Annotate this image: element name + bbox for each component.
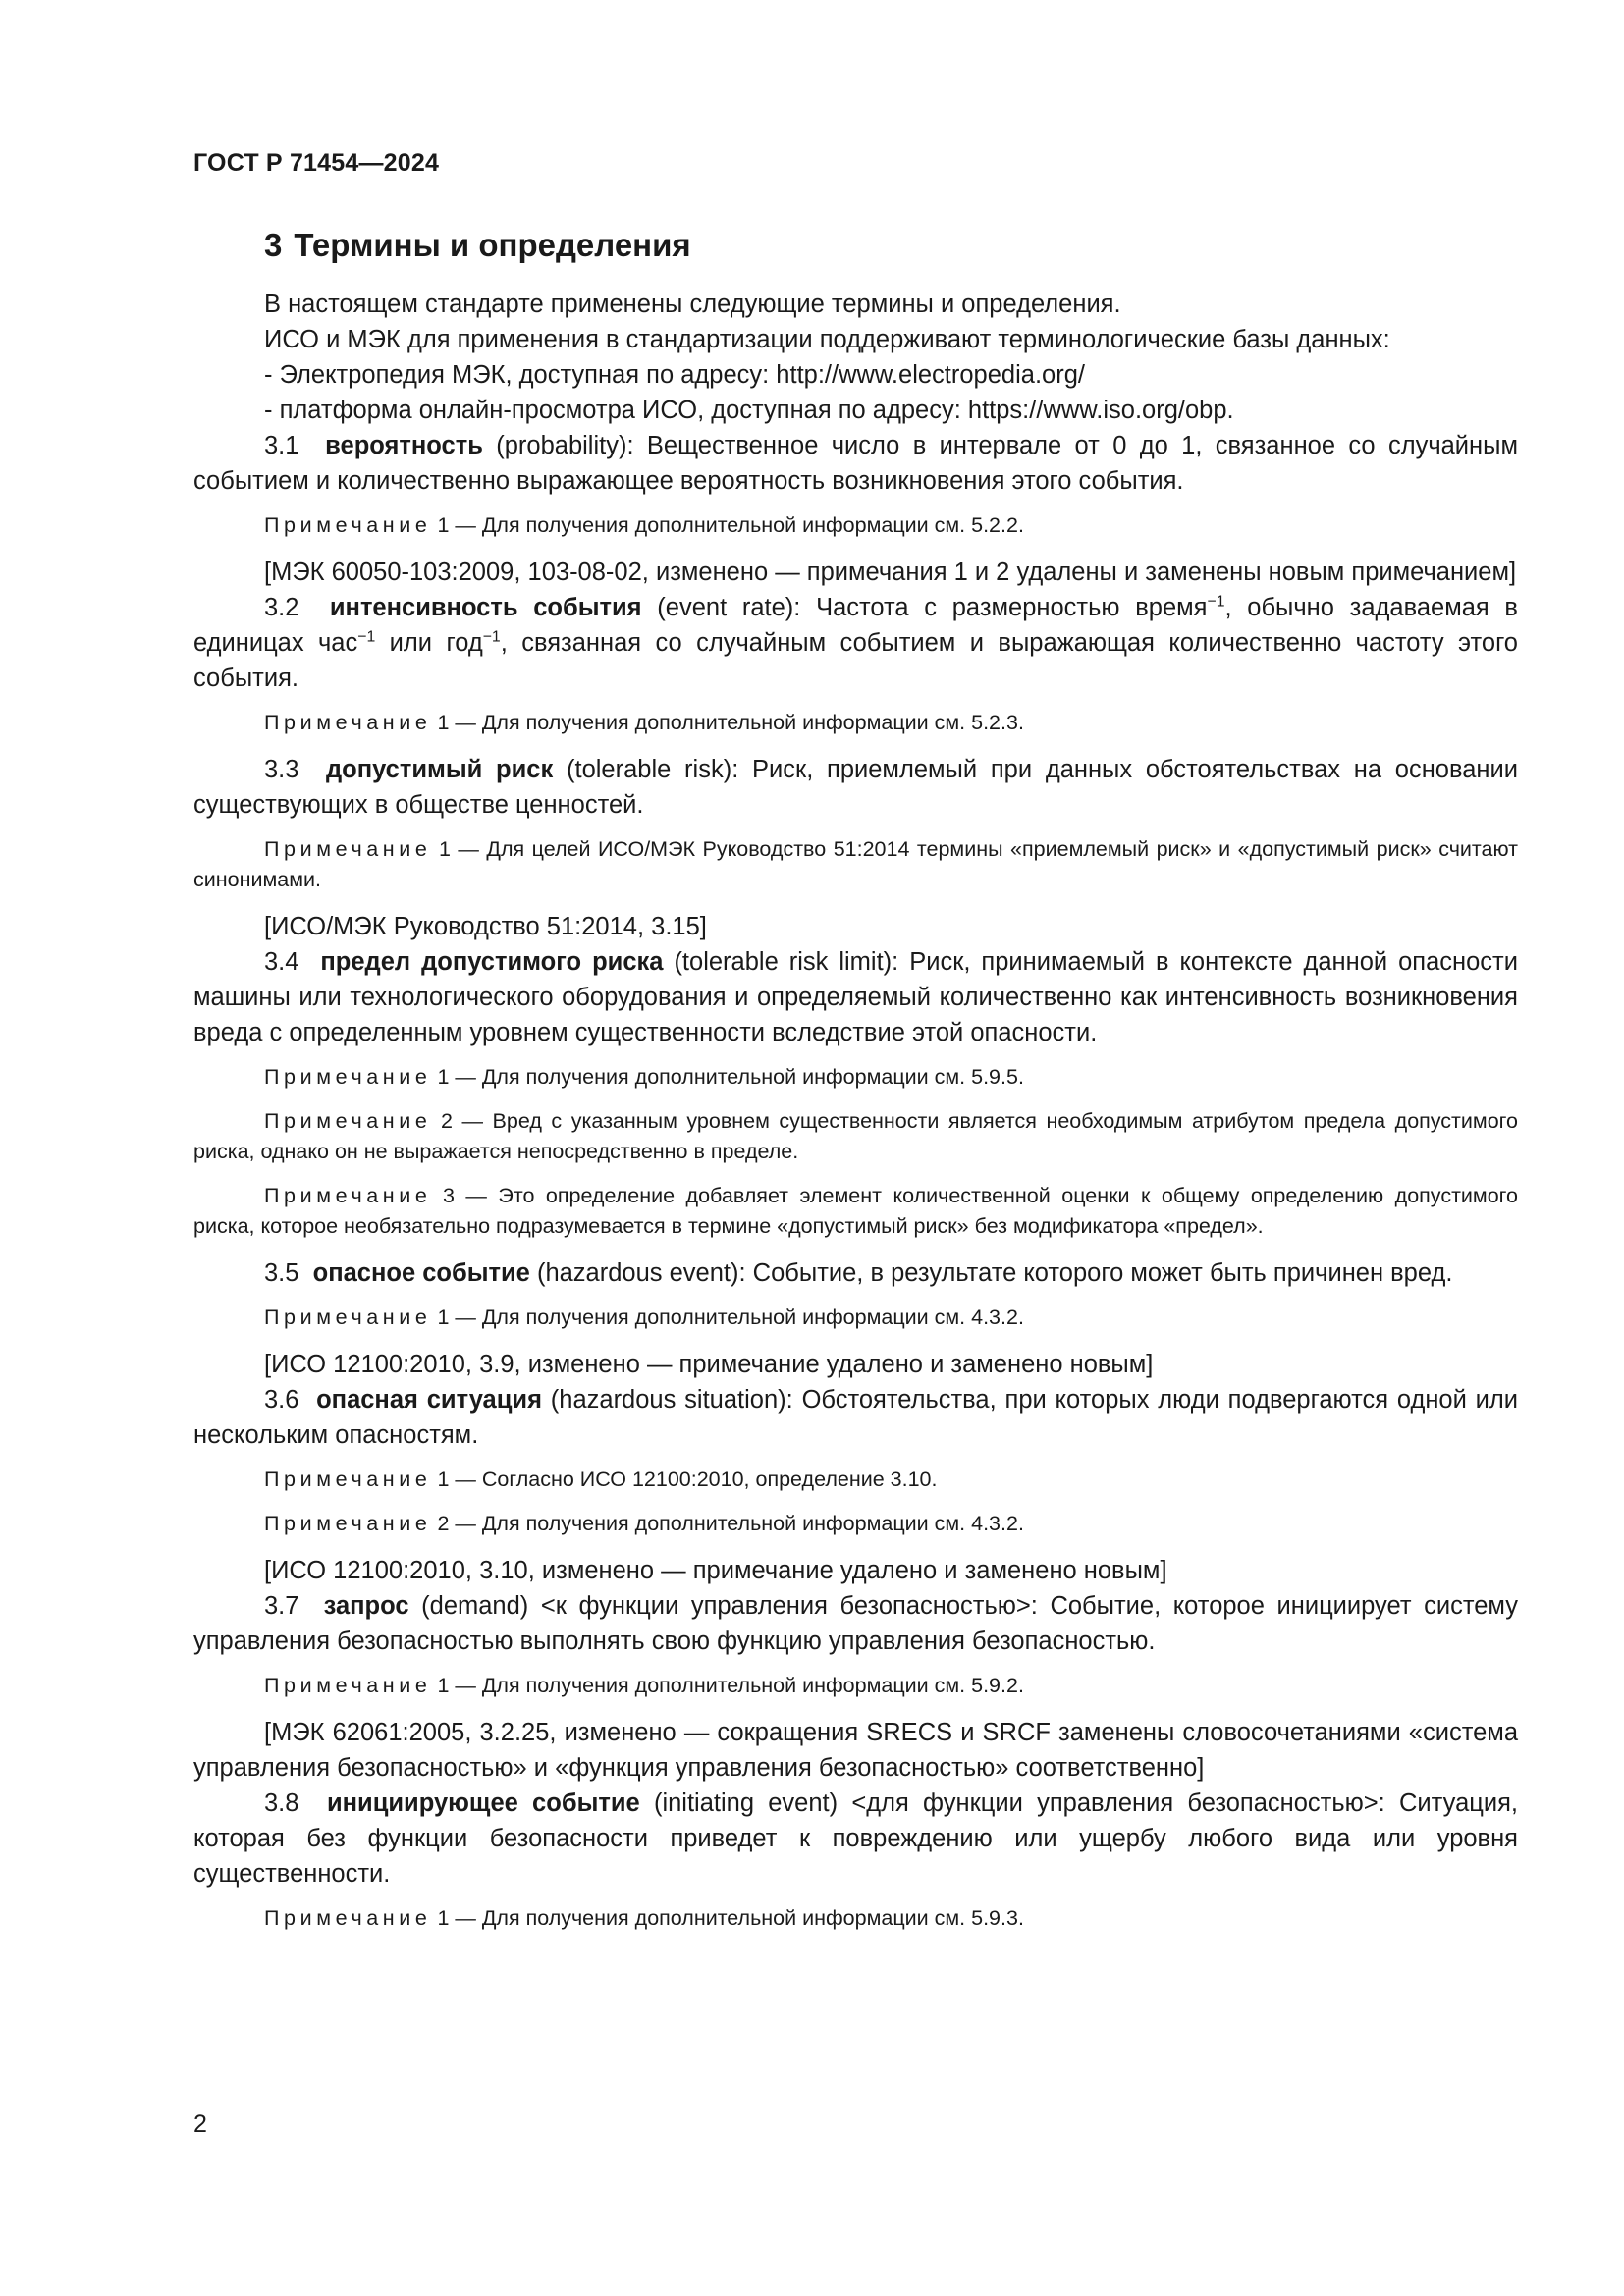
term-number: 3.1 — [264, 432, 299, 459]
exponent: −1 — [1207, 593, 1225, 611]
term-entry-3-6 — [193, 1382, 1518, 1453]
list-item: - платформа онлайн-просмотра ИСО, доступная по адресу: https://www.iso.org/obp. — [264, 397, 1234, 424]
note-text: 1 — Для получения дополнительной информации см. 4.3.2. — [437, 1306, 1024, 1329]
term-number: 3.2 — [264, 594, 299, 621]
list-item: - Электропедия МЭК, доступная по адресу: http://www.electropedia.org/ — [264, 361, 1085, 389]
term-entry-3-1 — [193, 428, 1518, 499]
note-label: Примечание — [264, 1674, 432, 1697]
term-name: запрос — [323, 1592, 409, 1620]
term-definition-part: или год — [375, 629, 483, 657]
source-reference: [МЭК 60050-103:2009, 103-08-02, изменено — примечания 1 и 2 удалены и заменены новым примечанием] — [264, 559, 1517, 586]
section-number: 3 — [264, 227, 283, 263]
term-english: (tolerable risk): — [567, 756, 739, 783]
term-english: (hazardous event): — [536, 1259, 746, 1287]
term-english: (tolerable risk limit): — [674, 948, 899, 976]
term-english: (demand) <к функции управления безопасностью>: — [421, 1592, 1038, 1620]
note-text: 1 — Для целей ИСО/МЭК Руководство 51:2014 термины «приемлемый риск» и «допустимый риск» считают синонимами. — [193, 837, 1518, 891]
note — [193, 510, 1518, 541]
term-number: 3.5 — [264, 1259, 299, 1287]
note — [193, 1465, 1518, 1495]
note-label: Примечание — [264, 1184, 432, 1207]
exponent: −1 — [357, 628, 376, 646]
note-text: 1 — Для получения дополнительной информации см. 5.9.2. — [437, 1674, 1024, 1697]
term-entry-3-4 — [193, 944, 1518, 1050]
note-text: 1 — Для получения дополнительной информации см. 5.2.2. — [437, 513, 1024, 537]
term-number: 3.6 — [264, 1386, 299, 1414]
note — [193, 834, 1518, 895]
term-number: 3.8 — [264, 1789, 299, 1817]
note — [193, 708, 1518, 738]
term-definition: Риск, приемлемый при данных обстоятельствах на основании существующих в обществе ценностей. — [193, 756, 1518, 819]
note — [193, 1106, 1518, 1167]
term-english: (probability): — [496, 432, 634, 459]
note-text: 2 — Для получения дополнительной информации см. 4.3.2. — [437, 1512, 1024, 1535]
term-entry-3-5 — [193, 1255, 1518, 1291]
note — [193, 1303, 1518, 1333]
term-definition-part: , связанная со случайным событием и выражающая количественно частоту этого события. — [193, 629, 1518, 692]
note — [193, 1509, 1518, 1539]
note — [193, 1671, 1518, 1701]
note-label: Примечание — [264, 513, 432, 537]
note — [193, 1181, 1518, 1242]
note-label: Примечание — [264, 1306, 432, 1329]
term-english: (hazardous situation): — [550, 1386, 793, 1414]
note-text: 1 — Для получения дополнительной информации см. 5.2.3. — [437, 711, 1024, 734]
term-entry-3-8 — [193, 1786, 1518, 1892]
note-label: Примечание — [264, 1468, 432, 1491]
term-name: допустимый риск — [325, 756, 554, 783]
note-label: Примечание — [264, 1512, 432, 1535]
note-text: 1 — Для получения дополнительной информации см. 5.9.3. — [437, 1906, 1024, 1930]
term-definition: Вещественное число в интервале от 0 до 1, связанное со случайным событием и количественно выражающее вероятность возникновения этого события. — [193, 432, 1518, 495]
term-name: вероятность — [325, 432, 483, 459]
source-reference: [ИСО 12100:2010, 3.10, изменено — примечание удалено и заменено новым] — [264, 1557, 1167, 1584]
term-definition: Обстоятельства, при которых люди подвергаются одной или нескольким опасностям. — [193, 1386, 1519, 1449]
term-name: инициирующее событие — [326, 1789, 640, 1817]
note — [193, 1062, 1518, 1093]
term-name: интенсивность события — [329, 594, 642, 621]
term-definition-part: Частота с размерностью время — [816, 594, 1208, 621]
term-name: опасная ситуация — [316, 1386, 542, 1414]
term-name: предел допустимого риска — [320, 948, 664, 976]
content-area — [193, 224, 1518, 1948]
section-title: Термины и определения — [294, 227, 691, 263]
intro-paragraph: ИСО и МЭК для применения в стандартизации поддерживают терминологические базы данных: — [264, 326, 1390, 353]
note — [193, 1903, 1518, 1934]
note-label: Примечание — [264, 711, 432, 734]
term-english: (initiating event) <для функции управления безопасностью>: — [653, 1789, 1385, 1817]
term-definition: Событие, в результате которого может быть причинен вред. — [752, 1259, 1453, 1287]
term-number: 3.3 — [264, 756, 299, 783]
page-number: 2 — [193, 2110, 207, 2138]
term-definition: Событие, которое инициирует систему управления безопасностью выполнять свою функцию управления безопасностью. — [193, 1592, 1519, 1655]
document-header: ГОСТ Р 71454—2024 — [193, 149, 440, 177]
note-text: 1 — Для получения дополнительной информации см. 5.9.5. — [437, 1065, 1024, 1089]
exponent: −1 — [482, 628, 501, 646]
note-label: Примечание — [264, 1065, 432, 1089]
term-entry-3-2 — [193, 590, 1518, 696]
term-definition: Ситуация, которая без функции безопасности приведет к повреждению или ущербу любого вида или уровня существенности. — [193, 1789, 1519, 1888]
note-text: 2 — Вред с указанным уровнем существенности является необходимым атрибутом предела допустимого риска, однако он не выражается непосредственно в пределе. — [193, 1109, 1518, 1163]
note-label: Примечание — [264, 837, 432, 861]
term-definition-part: , обычно задаваемая в единицах час — [193, 594, 1518, 657]
term-number: 3.7 — [264, 1592, 299, 1620]
source-reference: [ИСО 12100:2010, 3.9, изменено — примечание удалено и заменено новым] — [264, 1351, 1154, 1378]
note-text: 1 — Согласно ИСО 12100:2010, определение 3.10. — [437, 1468, 938, 1491]
note-text: 3 — Это определение добавляет элемент количественной оценки к общему определению допустимого риска, которое необязательно подразумевается в термине «допустимый риск» без модификатора «предел». — [193, 1184, 1518, 1238]
term-definition: Риск, принимаемый в контексте данной опасности машины или технологического оборудования и определяемый количественно как интенсивность возникновения вреда с определенным уровнем существенности вследствие этой опасности. — [193, 948, 1518, 1046]
term-entry-3-3 — [193, 752, 1518, 823]
source-reference: [МЭК 62061:2005, 3.2.25, изменено — сокращения SRECS и SRCF заменены словосочетаниями «система управления безопасностью» и «функция управления безопасностью» соответственно] — [193, 1719, 1518, 1782]
section-heading — [264, 224, 1518, 267]
source-reference: [ИСО/МЭК Руководство 51:2014, 3.15] — [264, 913, 707, 940]
term-entry-3-7 — [193, 1588, 1518, 1659]
term-number: 3.4 — [264, 948, 299, 976]
term-name: опасное событие — [312, 1259, 530, 1287]
intro-paragraph: В настоящем стандарте применены следующие термины и определения. — [264, 291, 1121, 318]
note-label: Примечание — [264, 1109, 432, 1133]
note-label: Примечание — [264, 1906, 432, 1930]
term-english: (event rate): — [657, 594, 801, 621]
